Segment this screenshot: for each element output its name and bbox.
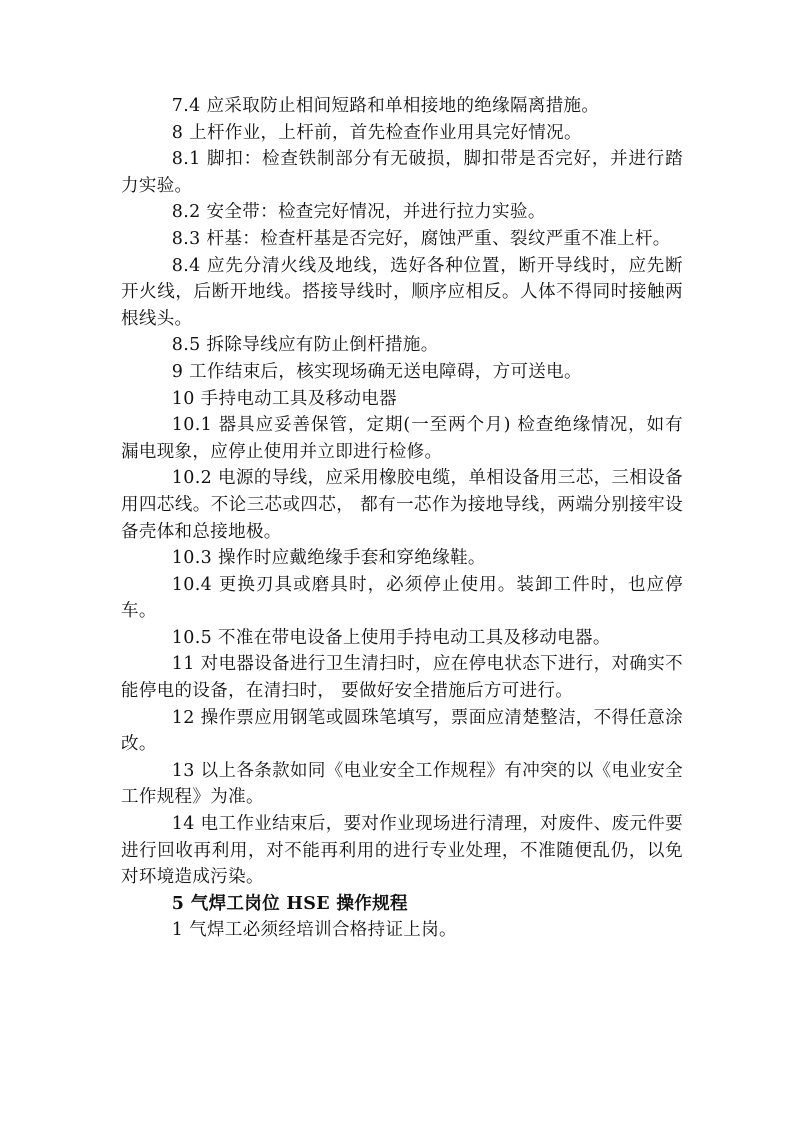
clause-12: 12 操作票应用钢笔或圆珠笔填写，票面应清楚整洁，不得任意涂改。 <box>121 707 683 755</box>
clause-8: 8 上杆作业，上杆前，首先检查作业用具完好情况。 <box>171 122 582 143</box>
clause-14: 14 电工作业结束后，要对作业现场进行清理，对废件、废元件要进行回收再利用，对不能再利用的进行专业处理，不准随便乱仍，以免对环境造成污染。 <box>121 814 683 888</box>
clause-8-1: 8.1 脚扣：检查铁制部分有无破损，脚扣带是否完好，并进行踏力实验。 <box>121 149 683 196</box>
clause-9: 9 工作结束后，核实现场确无送电障碍，方可送电。 <box>171 361 582 382</box>
welder-clause-1: 1 气焊工必须经培训合格持证上岗。 <box>171 920 457 941</box>
section-heading-gas-welder: 5 气焊工岗位 HSE 操作规程 <box>171 893 408 914</box>
clause-8-2: 8.2 安全带：检查完好情况，并进行拉力实验。 <box>171 202 546 223</box>
clause-8-4: 8.4 应先分清火线及地线，选好各种位置，断开导线时，应先断开火线，后断开地线。搭接导线时，顺序应相反。人体不得同时接触两根线头。 <box>121 255 683 329</box>
clause-8-5: 8.5 拆除导线应有防止倒杆措施。 <box>171 335 439 356</box>
clause-10-2: 10.2 电源的导线，应采用橡胶电缆，单相设备用三芯，三相设备用四芯线。不论三芯或四芯， 都有一芯作为接地导线，两端分别接牢设备壳体和总接地极。 <box>121 468 683 542</box>
clause-11: 11 对电器设备进行卫生清扫时，应在停电状态下进行，对确实不能停电的设备，在清扫时， 要做好安全措施后方可进行。 <box>121 654 683 702</box>
clause-8-3: 8.3 杆基：检查杆基是否完好，腐蚀严重、裂纹严重不准上杆。 <box>171 228 671 249</box>
clause-10-5: 10.5 不准在带电设备上使用手持电动工具及移动电器。 <box>171 627 611 648</box>
document-body <box>121 93 683 944</box>
clause-10: 10 手持电动工具及移动电器 <box>171 388 397 409</box>
clause-10-1: 10.1 器具应妥善保管，定期(一至两个月) 检查绝缘情况，如有漏电现象，应停止使用并立即进行检修。 <box>121 415 683 462</box>
clause-13: 13 以上各条款如同《电业安全工作规程》有冲突的以《电业安全工作规程》为准。 <box>121 760 683 808</box>
clause-10-3: 10.3 操作时应戴绝缘手套和穿绝缘鞋。 <box>171 548 486 569</box>
clause-10-4: 10.4 更换刃具或磨具时，必须停止使用。装卸工件时，也应停车。 <box>121 574 683 622</box>
clause-7-4: 7.4 应采取防止相间短路和单相接地的绝缘隔离措施。 <box>171 96 600 116</box>
